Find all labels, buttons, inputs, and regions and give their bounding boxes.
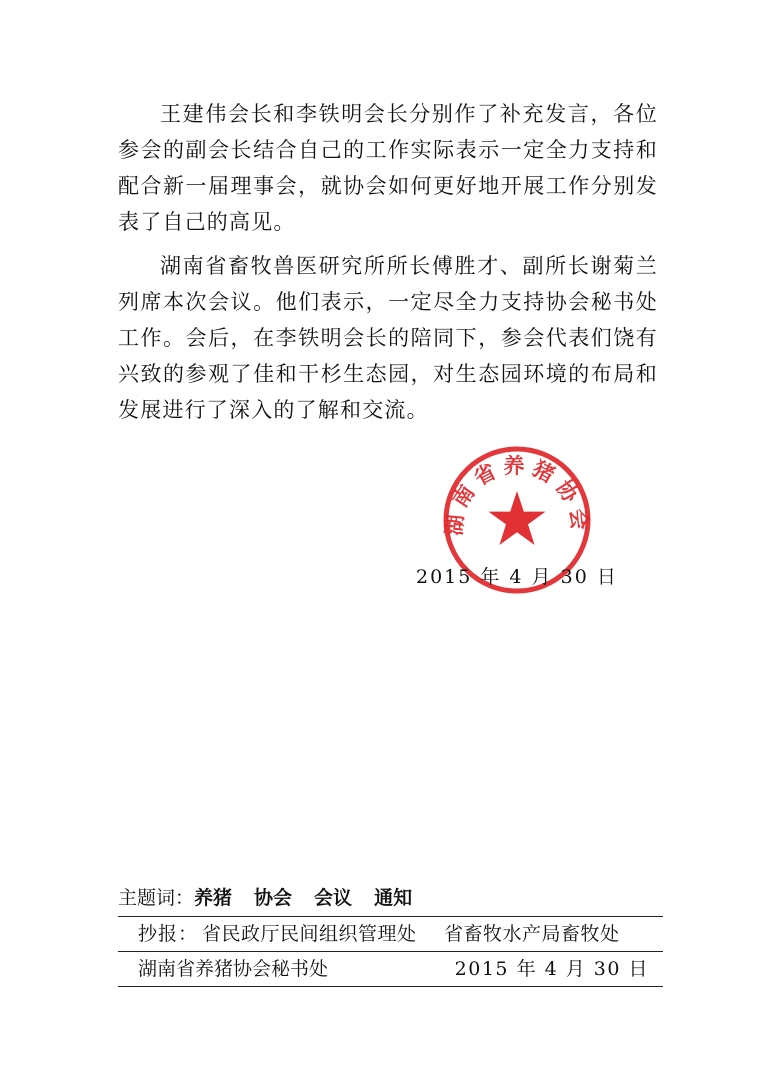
signature-date: 2015 年 4 月 30 日 [416,566,618,588]
subject-keyword: 协会 [254,887,293,909]
subject-label: 主题词： [118,887,195,909]
issue-date: 2015 年 4 月 30 日 [454,958,649,980]
svg-text:湖南省养猪协会: 湖南省养猪协会 [442,454,592,537]
cc-line [118,917,663,951]
issuer-name: 湖南省养猪协会秘书处 [138,958,329,980]
body-text [118,96,658,436]
body-paragraph-1: 王建伟会长和李铁明会长分别作了补充发言，各位参会的副会长结合自己的工作实际表示一定全力支持和配合新一届理事会，就协会如何更好地开展工作分别发表了自己的高见。 [118,102,658,234]
subject-line [118,880,663,916]
cc-recipient: 省畜牧水产局畜牧处 [444,923,620,945]
subject-keyword: 养猪 [194,887,233,909]
cc-recipient: 省民政厅民间组织管理处 [202,923,417,945]
cc-label: 抄报： [138,923,199,945]
divider-line [118,986,663,987]
subject-keyword: 通知 [374,887,413,909]
star-icon [489,491,546,545]
issuer-line [118,952,663,986]
document-footer [118,880,663,987]
body-paragraph-2: 湖南省畜牧兽医研究所所长傅胜才、副所长谢菊兰列席本次会议。他们表示，一定尽全力支持协会秘书处工作。会后，在李铁明会长的陪同下，参会代表们饶有兴致的参观了佳和干杉生态园，对生态园环境的布局和发展进行了深入的了解和交流。 [118,254,658,422]
subject-keyword: 会议 [314,887,353,909]
